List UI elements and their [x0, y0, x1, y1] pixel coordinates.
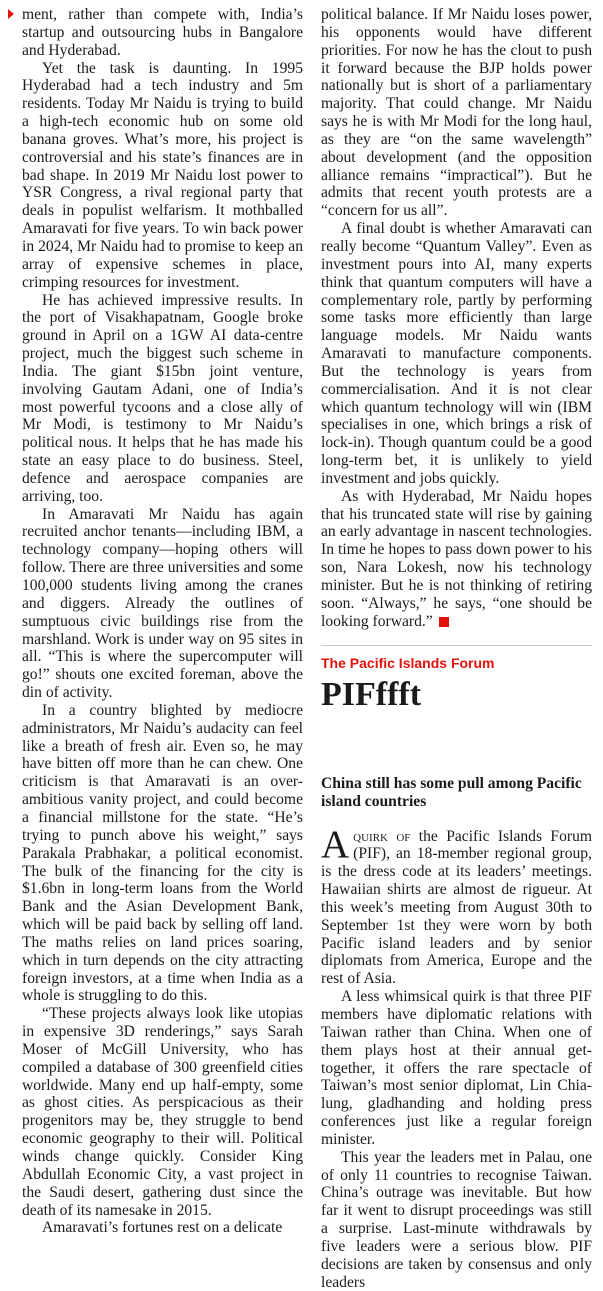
- paragraph: A less whimsical quirk is that three PIF members have diplomatic relations with Taiwan rather than China. When one of them plays host at their annual get-together, it offers the rare spectacle of Taiwan’s most senior diplomat, Lin Chia-lung, gladhanding and holding press conferences just like a regular foreign minister.: [321, 988, 592, 1148]
- paragraph: In Amaravati Mr Naidu has again recruited anchor tenants—including IBM, a technology company—hoping others will follow. There are three universities and some 100,000 students living among the cranes and diggers. Already the outlines of sumptuous civic buildings rise from the marshland. Work is under way on 95 sites in all. “This is where the supercomputer will go!” shouts one excited foreman, above the din of activity.: [22, 505, 303, 702]
- paragraph: Amaravati’s fortunes rest on a delicate: [42, 1219, 283, 1237]
- paragraph: ment, rather than compete with, India’s startup and outsourcing hubs in Bangalore and Hyderabad.: [22, 6, 303, 59]
- lead-smallcaps: quirk of: [353, 827, 411, 845]
- paragraph-text: As with Hyderabad, Mr Naidu hopes that his truncated state will rise by gaining an early advantage in nascent technologies. In time he hopes to pass down power to his son, Nara Lokesh, now his technology minister. But he is not thinking of retiring soon. “Always,” he says, “one should be looking forward.”: [321, 487, 592, 630]
- left-column: [22, 6, 303, 1237]
- paragraph: A final doubt is whether Amaravati can really become “Quantum Valley”. Even as investment pours into AI, many experts think that quantum computers will have a complementary role, partly by performing some tasks more efficiently than large language models. Mr Naidu wants Amaravati to manufacture components. But the technology is years from commercialisation. And it is not clear which quantum technology will win (IBM specialises in one, which brings a risk of lock-in). Though quantum could be a good long-term bet, it is unlikely to yield investment and jobs quickly.: [321, 220, 592, 487]
- paragraph: political balance. If Mr Naidu loses power, his opponents would have different priorities. For now he has the clout to push it forward because the BJP holds power nationally but is short of a parliamentary majority. That could change. Mr Naidu says he is with Mr Modi for the long haul, as they are “on the same wavelength” about development (and the opposition alliance remains “impractical”). But he admits that recent youth protests are a “concern for us all”.: [321, 6, 592, 220]
- paragraph: This year the leaders met in Palau, one of only 11 countries to recognise Taiwan. China’s outrage was inevitable. But how far it went to disrupt proceedings was still a surprise. Last-minute withdrawals by five leaders were a serious blow. PIF decisions are taken by consensus and only leaders: [321, 1148, 592, 1291]
- paragraph: In a country blighted by mediocre administrators, Mr Naidu’s audacity can feel like a breath of fresh air. Even so, he may have bitten off more than he can chew. One criticism is that Amaravati is an over-ambitious vanity project, and could become a financial millstone for the state. “He’s trying to punch above his weight,” says Parakala Prabhakar, a political economist. The bulk of the financing for the city is $1.6bn in long-term loans from the World Bank and the Asian Development Bank, which will be paid back by selling off land. The maths relies on land prices soaring, which in turn depends on the city attracting foreign investors, at a time when India as a whole is struggling to do this.: [22, 701, 303, 1005]
- section-kicker: The Pacific Islands Forum: [321, 654, 495, 671]
- continuation-marker-icon: [8, 9, 14, 19]
- article-headline: PIFffft: [321, 675, 422, 713]
- end-of-article-icon: [439, 617, 449, 627]
- article-divider: [321, 645, 592, 646]
- lead-paragraph: [321, 822, 592, 989]
- article-rubric: China still has some pull among Pacific island countries: [321, 774, 582, 810]
- paragraph: He has achieved impressive results. In the port of Visakhapatnam, Google broke ground in April on a 1GW AI data-centre project, much the biggest such scheme in India. The giant $15bn joint venture, involving Gautam Adani, one of India’s most powerful tycoons and a close ally of Mr Modi, is testimony to Mr Naidu’s political nous. It helps that he has made his state an easy place to do business. Steel, defence and aerospace companies are arriving, too.: [22, 291, 303, 505]
- paragraph: Yet the task is daunting. In 1995 Hyderabad had a tech industry and 5m residents. Today Mr Naidu is trying to build a high-tech economic hub on some old banana groves. What’s more, his project is controversial and his state’s finances are in bad shape. In 2019 Mr Naidu lost power to YSR Congress, a rival regional party that deals in populist welfarism. It mothballed Amaravati for five years. To win back power in 2024, Mr Naidu had to promise to keep an array of expensive schemes in place, crimping resources for investment.: [22, 59, 303, 291]
- paragraph: [321, 488, 592, 631]
- lead-text: the Pacific Islands Forum (PIF), an 18-member regional group, is the dress code at its leaders’ meetings. Hawaiian shirts are almost de rigueur. At this week’s meeting from August 30th to September 1st they were worn by both Pacific island leaders and by senior diplomats from America, Europe and the rest of Asia.: [321, 827, 592, 988]
- drop-cap: A: [321, 822, 350, 866]
- right-column: [321, 6, 592, 1291]
- paragraph: “These projects always look like utopias in expensive 3D renderings,” says Sarah Moser of McGill University, who has compiled a database of 300 greenfield cities worldwide. Many end up half-empty, some as ghost cities. As perspicacious as their progenitors may be, they struggle to bend economic geography to their will. Political winds change quickly. Consider King Abdullah Economic City, a vast project in the Saudi desert, gathering dust since the death of its namesake in 2015.: [22, 1005, 303, 1219]
